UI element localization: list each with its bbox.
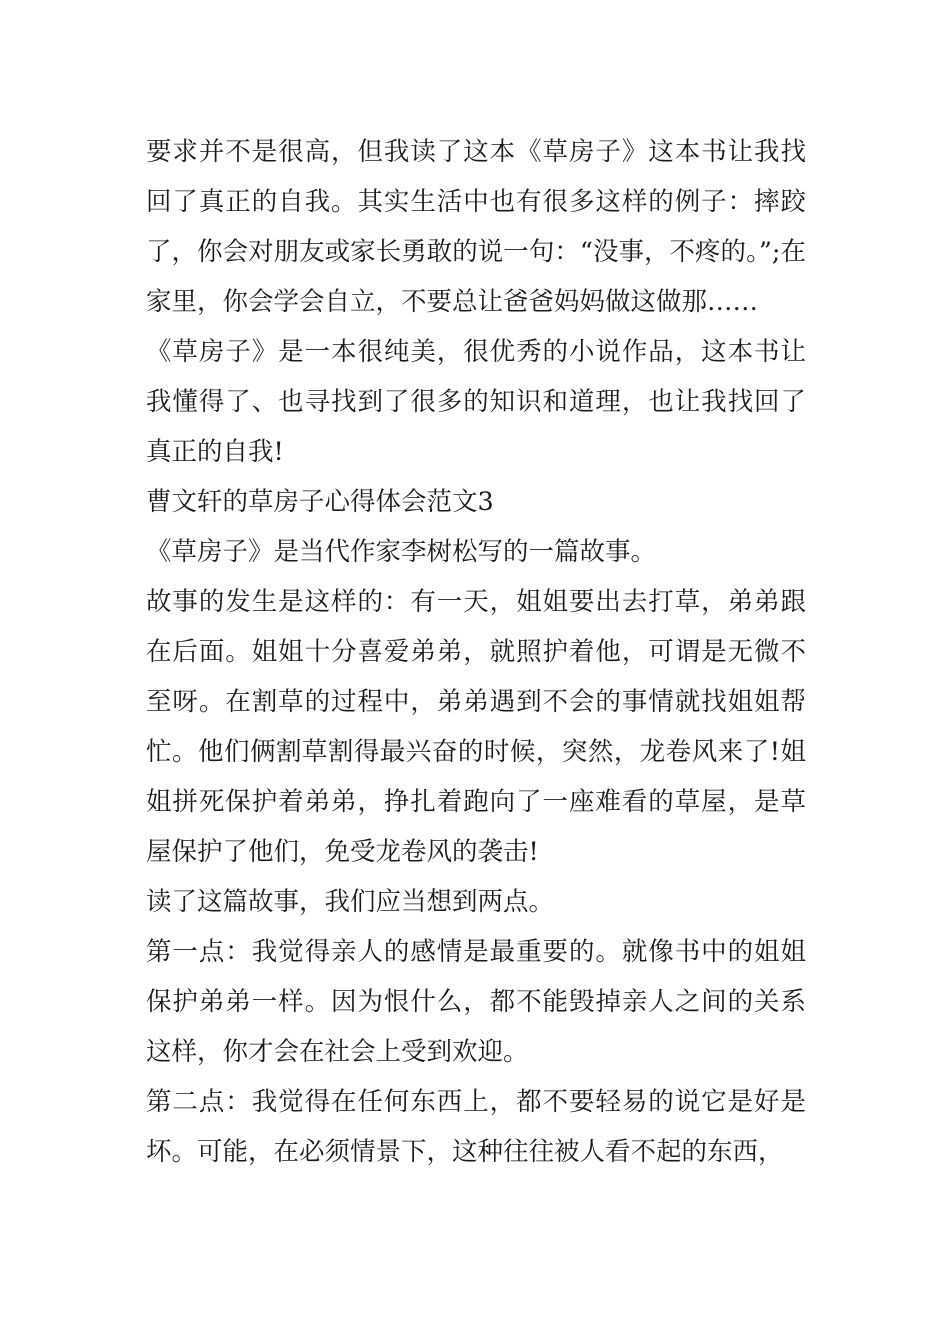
document-body — [146, 127, 806, 1177]
paragraph-intro: 《草房子》是当代作家李树松写的一篇故事。 — [146, 537, 657, 567]
section-title: 曹文轩的草房子心得体会范文3 — [146, 487, 494, 517]
paragraph-two-points: 读了这篇故事，我们应当想到两点。 — [146, 887, 555, 917]
paragraph-story: 故事的发生是这样的：有一天，姐姐要出去打草，弟弟跟在后面。姐姐十分喜爱弟弟，就照护着他，可谓是无微不至呀。在割草的过程中，弟弟遇到不会的事情就找姐姐帮忙。他们俩割草割得最兴奋的时候，突然，龙卷风来了!姐姐拼死保护着弟弟，挣扎着跑向了一座难看的草屋，是草屋保护了他们，免受龙卷风的袭击! — [146, 587, 806, 867]
paragraph-point-two: 第二点：我觉得在任何东西上，都不要轻易的说它是好是坏。可能，在必须情景下，这种往往被人看不起的东西， — [146, 1087, 806, 1167]
paragraph-continuation: 要求并不是很高，但我读了这本《草房子》这本书让我找回了真正的自我。其实生活中也有很多这样的例子：摔跤了，你会对朋友或家长勇敢的说一句：“没事，不疼的。”;在家里，你会学会自立，不要总让爸爸妈妈做这做那…… — [146, 137, 806, 317]
paragraph-book-praise: 《草房子》是一本很纯美，很优秀的小说作品，这本书让我懂得了、也寻找到了很多的知识和道理，也让我找回了真正的自我! — [146, 337, 806, 467]
paragraph-point-one: 第一点：我觉得亲人的感情是最重要的。就像书中的姐姐保护弟弟一样。因为恨什么，都不能毁掉亲人之间的关系这样，你才会在社会上受到欢迎。 — [146, 937, 806, 1067]
